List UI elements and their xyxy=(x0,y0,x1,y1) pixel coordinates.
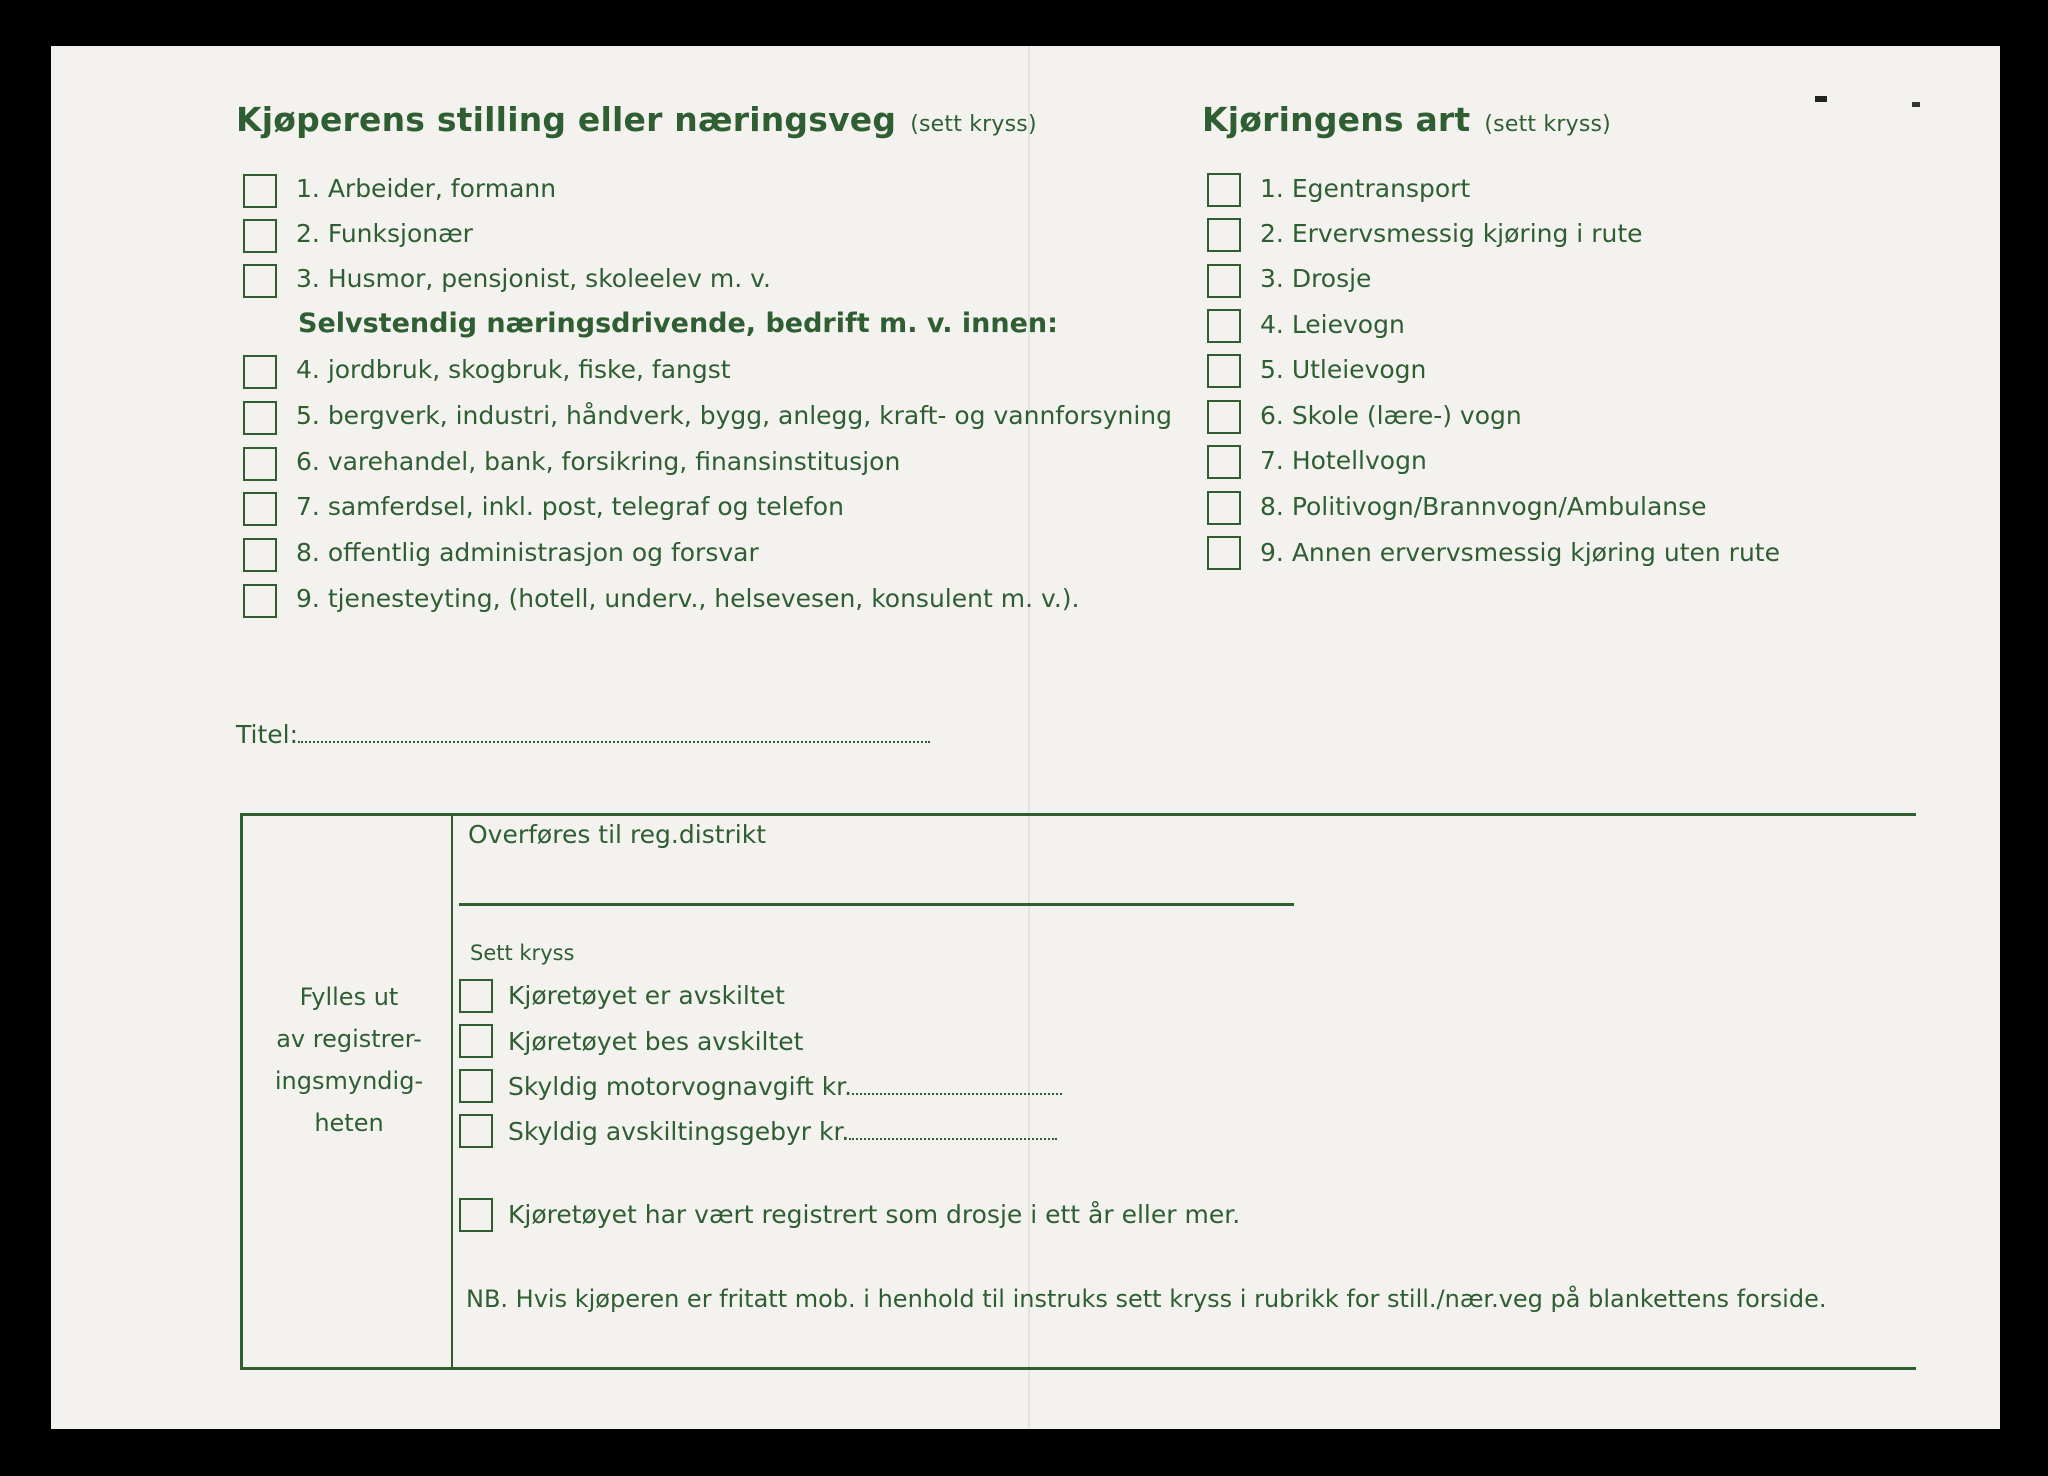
driving-type-1: 1. Egentransport xyxy=(1260,174,1471,203)
box-top-rule xyxy=(240,813,1916,816)
occupation-5: 5. bergverk, industri, håndverk, bygg, anlegg, kraft- og vannforsyning xyxy=(296,401,1172,430)
checkbox-occupation-8[interactable] xyxy=(243,538,277,572)
subheading-self-employed: Selvstendig næringsdrivende, bedrift m. v. innen: xyxy=(298,308,1058,339)
box-left-rule xyxy=(240,813,243,1370)
checkbox-driving-7[interactable] xyxy=(1207,445,1241,479)
checkbox-occupation-5[interactable] xyxy=(243,401,277,435)
nb-note: NB. Hvis kjøperen er fritatt mob. i henhold til instruks sett kryss i rubrikk for still./nær.veg på blankettens forside. xyxy=(466,1285,1827,1313)
checkbox-occupation-1[interactable] xyxy=(243,174,277,208)
driving-type-9: 9. Annen ervervsmessig kjøring uten rute xyxy=(1260,538,1780,567)
checkbox-occupation-7[interactable] xyxy=(243,492,277,526)
driving-type-4: 4. Leievogn xyxy=(1260,310,1405,339)
checkbox-occupation-2[interactable] xyxy=(243,219,277,253)
right-title-text: Kjøringens art xyxy=(1202,100,1471,139)
checkbox-drosje-year[interactable] xyxy=(459,1198,493,1232)
right-title-hint: (sett kryss) xyxy=(1484,112,1611,137)
checkbox-driving-1[interactable] xyxy=(1207,173,1241,207)
box-divider xyxy=(451,813,453,1370)
titel-field[interactable] xyxy=(236,720,930,749)
checkbox-driving-3[interactable] xyxy=(1207,264,1241,298)
ink-mark xyxy=(1815,96,1827,102)
check-motorvognavgift: Skyldig motorvognavgift kr. xyxy=(508,1072,1062,1101)
titel-dotted-line xyxy=(298,723,930,743)
driving-type-7: 7. Hotellvogn xyxy=(1260,446,1427,475)
checkbox-motorvognavgift[interactable] xyxy=(459,1069,493,1103)
authority-side-label: Fylles ut av registrer- ingsmyndig- heten xyxy=(274,983,424,1137)
checkbox-bes-avskiltet[interactable] xyxy=(459,1024,493,1058)
avskiltingsgebyr-amount-line[interactable] xyxy=(849,1120,1057,1140)
checkbox-driving-6[interactable] xyxy=(1207,400,1241,434)
driving-type-3: 3. Drosje xyxy=(1260,264,1372,293)
occupation-6: 6. varehandel, bank, forsikring, finansinstitusjon xyxy=(296,447,901,476)
occupation-7: 7. samferdsel, inkl. post, telegraf og telefon xyxy=(296,492,844,521)
checkbox-occupation-3[interactable] xyxy=(243,264,277,298)
checkbox-occupation-6[interactable] xyxy=(243,447,277,481)
occupation-2: 2. Funksjonær xyxy=(296,219,473,248)
checkbox-driving-8[interactable] xyxy=(1207,491,1241,525)
checkbox-driving-4[interactable] xyxy=(1207,309,1241,343)
transfer-input-line[interactable] xyxy=(459,903,1294,906)
left-title-hint: (sett kryss) xyxy=(910,112,1037,137)
driving-type-8: 8. Politivogn/Brannvogn/Ambulanse xyxy=(1260,492,1707,521)
checkbox-driving-5[interactable] xyxy=(1207,354,1241,388)
check-avskiltingsgebyr: Skyldig avskiltingsgebyr kr. xyxy=(508,1117,1057,1146)
ink-mark xyxy=(1912,102,1920,107)
checkbox-driving-9[interactable] xyxy=(1207,536,1241,570)
transfer-label: Overføres til reg.distrikt xyxy=(468,820,767,849)
checkbox-avskiltet[interactable] xyxy=(459,979,493,1013)
sett-kryss-label: Sett kryss xyxy=(470,941,575,965)
left-title-text: Kjøperens stilling eller næringsveg xyxy=(236,100,897,139)
checkbox-occupation-9[interactable] xyxy=(243,584,277,618)
occupation-8: 8. offentlig administrasjon og forsvar xyxy=(296,538,759,567)
occupation-9: 9. tjenesteyting, (hotell, underv., helsevesen, konsulent m. v.). xyxy=(296,584,1080,613)
box-bottom-rule xyxy=(240,1367,1916,1370)
left-section-title xyxy=(236,100,1037,139)
checkbox-driving-2[interactable] xyxy=(1207,218,1241,252)
motorvognavgift-amount-line[interactable] xyxy=(852,1075,1062,1095)
check-drosje-year: Kjøretøyet har vært registrert som drosje i ett år eller mer. xyxy=(508,1200,1241,1229)
checkbox-avskiltingsgebyr[interactable] xyxy=(459,1114,493,1148)
driving-type-2: 2. Ervervsmessig kjøring i rute xyxy=(1260,219,1643,248)
occupation-3: 3. Husmor, pensjonist, skoleelev m. v. xyxy=(296,264,771,293)
occupation-4: 4. jordbruk, skogbruk, fiske, fangst xyxy=(296,355,731,384)
driving-type-5: 5. Utleievogn xyxy=(1260,355,1427,384)
check-avskiltet: Kjøretøyet er avskiltet xyxy=(508,981,785,1010)
check-bes-avskiltet: Kjøretøyet bes avskiltet xyxy=(508,1027,804,1056)
titel-label: Titel: xyxy=(236,720,298,749)
occupation-1: 1. Arbeider, formann xyxy=(296,174,557,203)
driving-type-6: 6. Skole (lære-) vogn xyxy=(1260,401,1522,430)
checkbox-occupation-4[interactable] xyxy=(243,355,277,389)
right-section-title xyxy=(1202,100,1611,139)
